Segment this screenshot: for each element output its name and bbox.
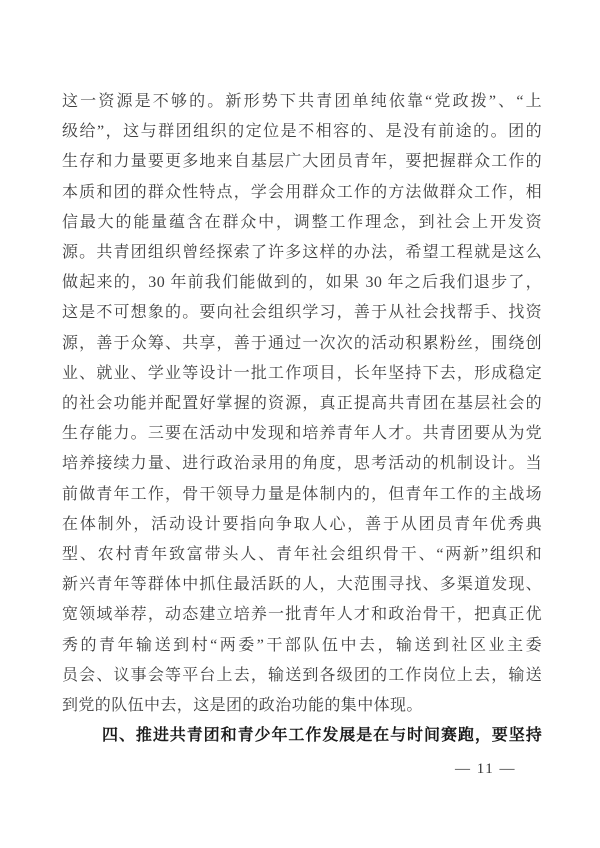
- body-text-line: 生存和力量要更多地来自基层广大团员青年，要把握群众工作的: [62, 153, 542, 171]
- body-text-line: 培养接续力量、进行政治录用的角度，思考活动的机制设计。当: [62, 455, 542, 473]
- body-text-line: 员会、议事会等平台上去，输送到各级团的工作岗位上去，输送: [62, 666, 542, 684]
- document-body: [62, 87, 542, 721]
- body-text-line: 生存能力。三要在活动中发现和培养青年人才。共青团要从为党: [62, 425, 542, 443]
- body-text-line: 型、农村青年致富带头人、青年社会组织骨干、“两新”组织和: [62, 546, 542, 564]
- body-text-line: 做起来的，30 年前我们能做到的，如果 30 年之后我们退步了，: [62, 274, 542, 292]
- body-text-line: 这是不可想象的。要向社会组织学习，善于从社会找帮手、找资: [62, 304, 542, 322]
- body-text-line: 这一资源是不够的。新形势下共青团单纯依靠“党政拨”、“上: [62, 93, 542, 110]
- document-text-block: [62, 87, 542, 780]
- body-text-line: 源，善于众筹、共享，善于通过一次次的活动积累粉丝，围绕创: [62, 334, 542, 352]
- body-text-line: 在体制外，活动设计要指向争取人心，善于从团员青年优秀典: [62, 515, 542, 533]
- body-text-line: 新兴青年等群体中抓住最活跃的人，大范围寻找、多渠道发现、: [62, 576, 542, 594]
- body-text-line: 级给”，这与群团组织的定位是不相容的、是没有前途的。团的: [62, 123, 542, 141]
- body-text-line: 的社会功能并配置好掌握的资源，真正提高共青团在基层社会的: [62, 395, 542, 413]
- section-heading: 四、推进共青团和青少年工作发展是在与时间赛跑，要坚持: [102, 727, 542, 745]
- body-text-line: 信最大的能量蕴含在群众中，调整工作理念，到社会上开发资: [62, 213, 542, 231]
- page-number: — 11 —: [455, 761, 516, 778]
- body-text-line: 源。共青团组织曾经探索了许多这样的办法，希望工程就是这么: [62, 244, 542, 262]
- body-text-line: 本质和团的群众性特点，学会用群众工作的方法做群众工作，相: [62, 183, 542, 201]
- body-text-line: 宽领域举荐，动态建立培养一批青年人才和政治骨干，把真正优: [62, 606, 542, 624]
- body-text-line: 到党的队伍中去，这是团的政治功能的集中体现。: [62, 697, 423, 715]
- body-text-line: 秀的青年输送到村“两委”干部队伍中去，输送到社区业主委: [62, 636, 542, 654]
- body-text-line: 业、就业、学业等设计一批工作项目，长年坚持下去，形成稳定: [62, 364, 542, 382]
- body-text-line: 前做青年工作，骨干领导力量是体制内的，但青年工作的主战场: [62, 485, 542, 503]
